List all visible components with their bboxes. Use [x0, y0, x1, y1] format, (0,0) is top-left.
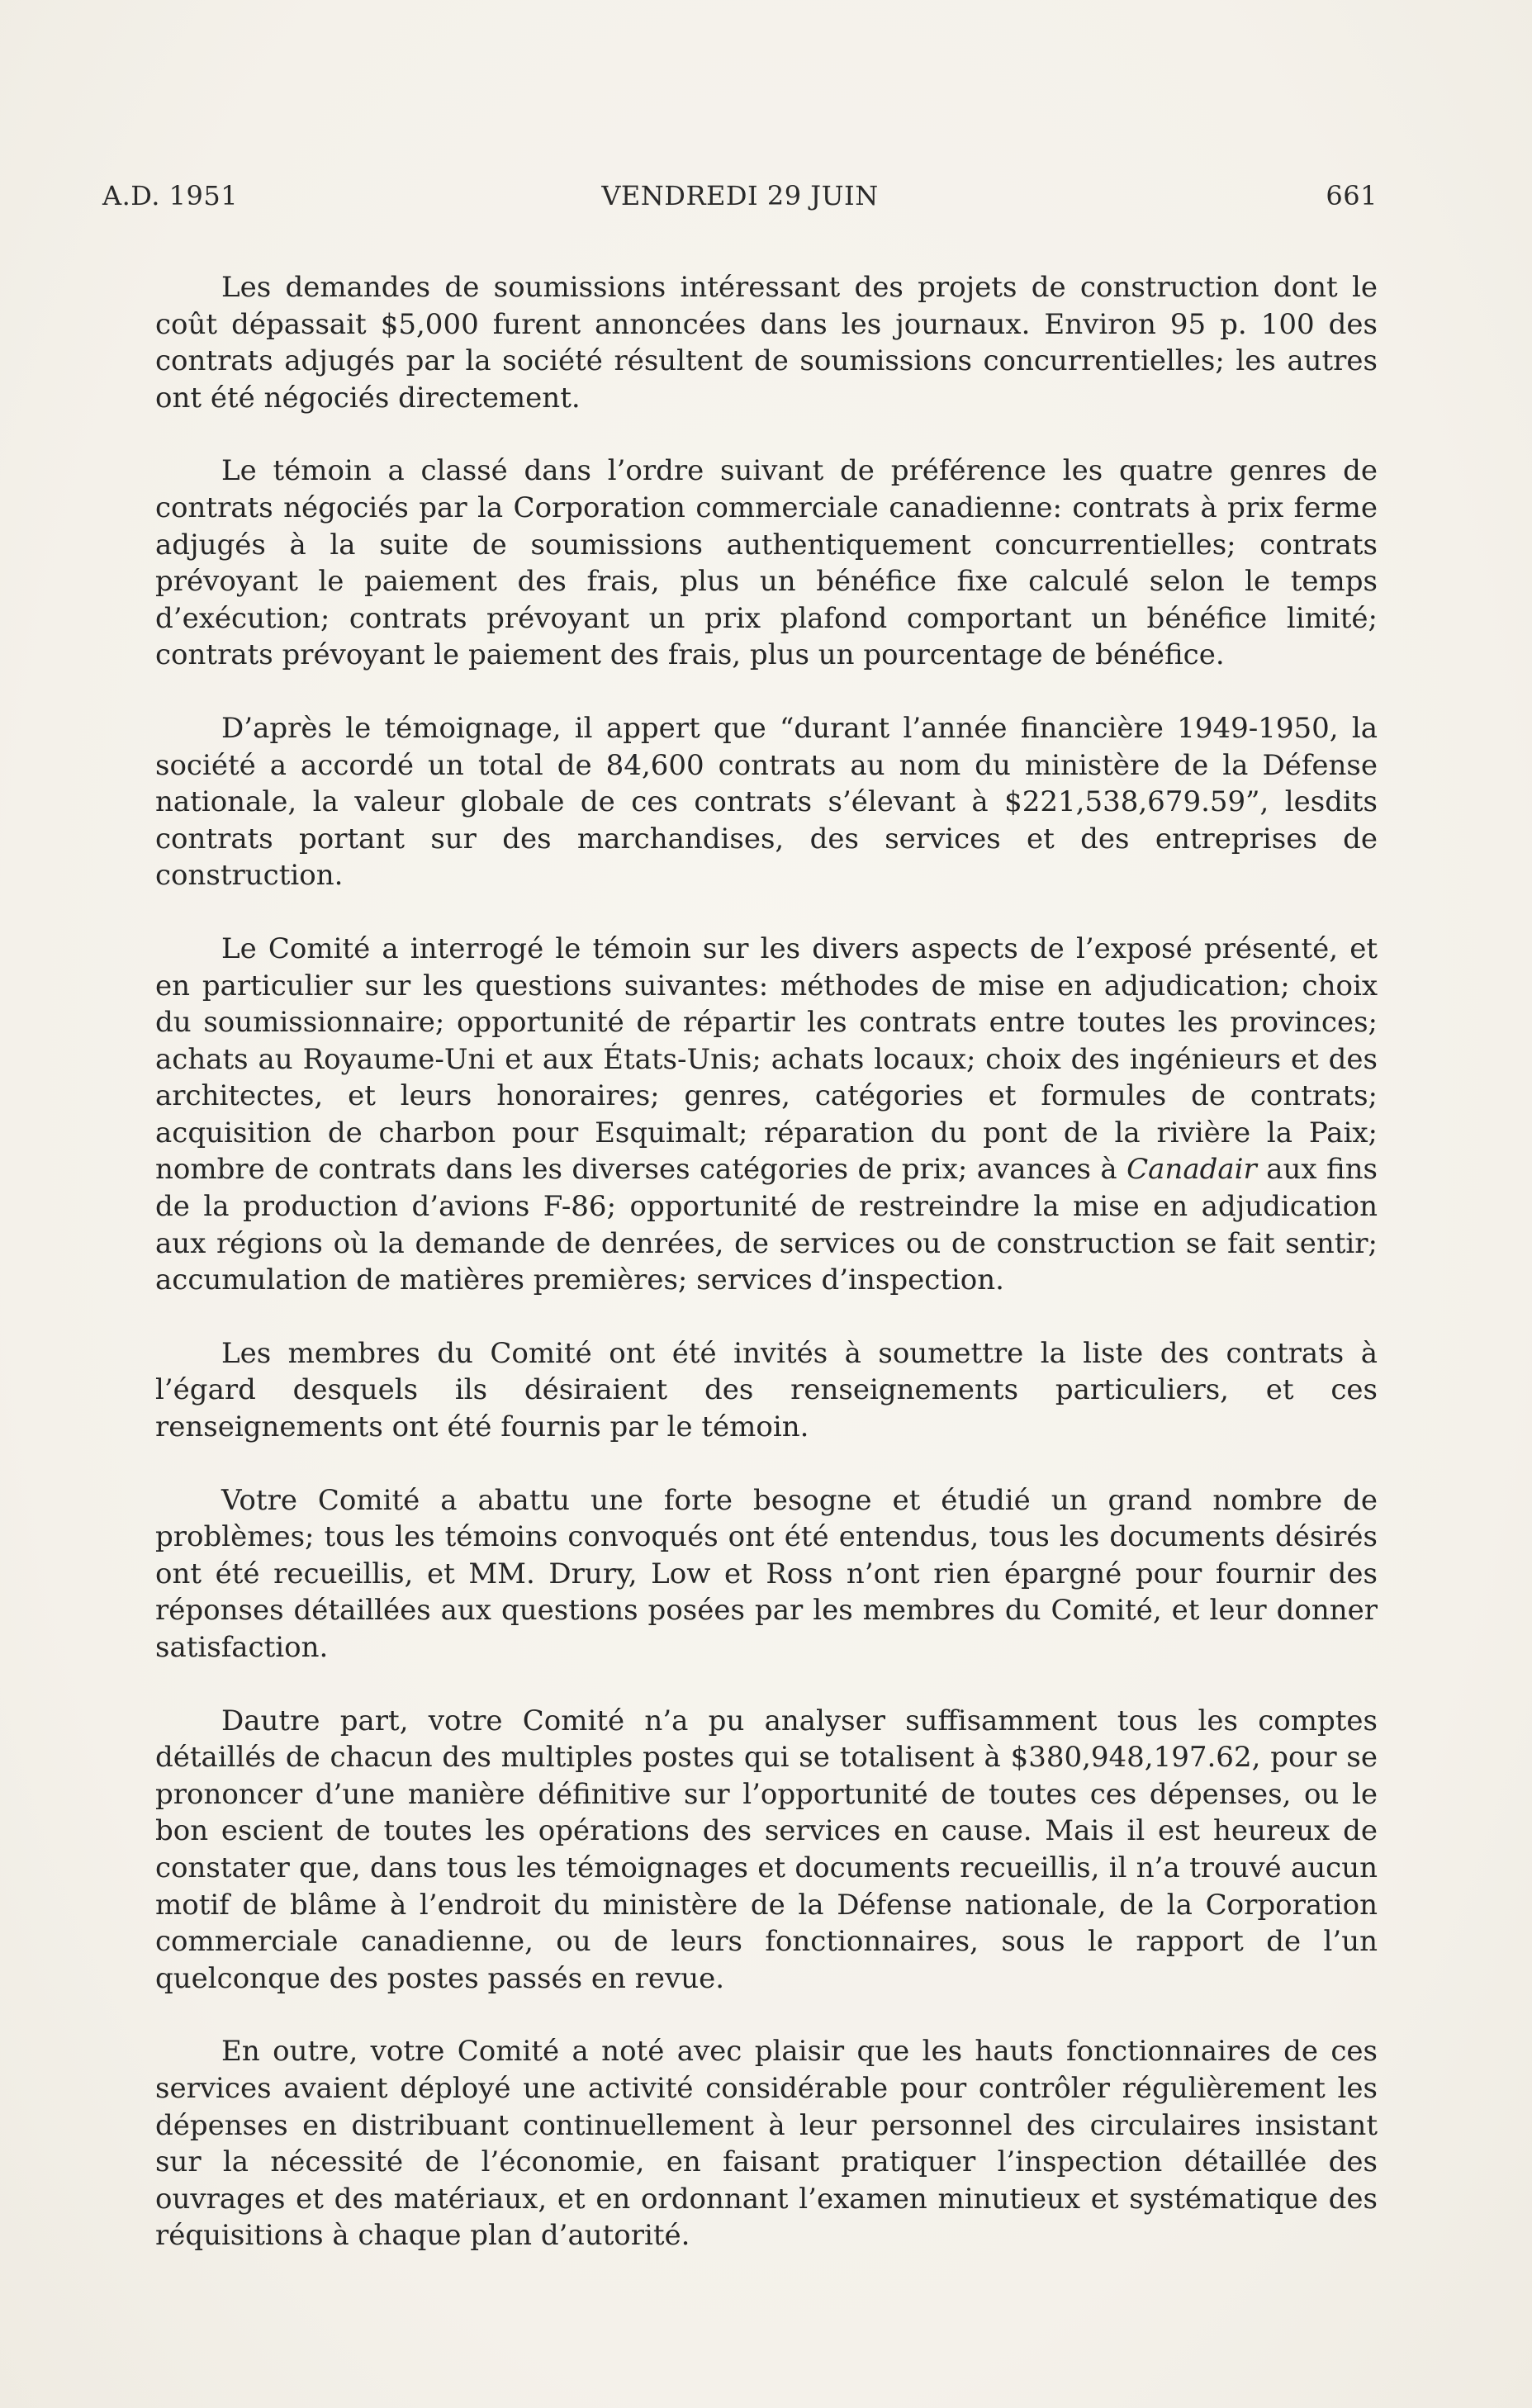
- paragraph-tender-calls: Les demandes de soumissions intéressant des projets de construction dont le coût dépassait $5,000 furent annoncées dans les journaux. Environ 95 p. 100 des contrats adjugés par la société résultent de soumissions concurrentielles; les autres ont été négociés directement.: [155, 271, 1378, 415]
- paragraph-contract-types: Le témoin a classé dans l’ordre suivant de préférence les quatre genres de contrats négociés par la Corporation commerciale canadienne: contrats à prix ferme adjugés à la suite de soumissions authentiquement concurrentielles; contrats prévoyant le paiement des frais, plus un bénéfice fixe calculé selon le temps d’exécution; contrats prévoyant un prix plafond comportant un bénéfice limité; contrats prévoyant le paiement des frais, plus un pourcentage de bénéfice.: [155, 454, 1378, 672]
- paragraph-analysis-limits: Dautre part, votre Comité n’a pu analyser suffisamment tous les comptes détaillés de chacun des multiples postes qui se totalisent à $380,948,197.62, pour se prononcer d’une manière définitive sur l’opportunité de toutes ces dépenses, ou le bon escient de toutes les opérations des services en cause. Mais il est heureux de constater que, dans tous les témoignages et documents recueillis, il n’a trouvé aucun motif de blâme à l’endroit du ministère de la Défense nationale, de la Corporation commerciale canadienne, ou de leurs fonctionnaires, sous le rapport de l’un quelconque des postes passés en revue.: [155, 1704, 1378, 1995]
- canadair-italic: Canadair: [1126, 1153, 1257, 1187]
- paragraph-cost-control: En outre, votre Comité a noté avec plaisir que les hauts fonctionnaires de ces services avaient déployé une activité considérable pour contrôler régulièrement les dépenses en distribuant continuellement à leur personnel des circulaires insistant sur la nécessité de l’économie, en faisant pratiquer l’inspection détaillée des ouvrages et des matériaux, et en ordonnant l’examen minutieux et systématique des réquisitions à chaque plan d’autorité.: [155, 2035, 1378, 2253]
- paragraph-committee-questions: [155, 931, 1378, 1299]
- page-number: 661: [1326, 180, 1378, 211]
- paragraph-committee-questions-part-1: Le Comité a interrogé le témoin sur les divers aspects de l’exposé présenté, et en particulier sur les questions suivantes: méthodes de mise en adjudication; choix du soumissionnaire; opportunité de répartir les contrats entre toutes les provinces; achats au Royaume-Uni et aux États-Unis; achats locaux; choix des ingénieurs et des architectes, et leurs honoraires; genres, catégories et formules de contrats; acquisition de charbon pour Esquimalt; réparation du pont de la rivière la Paix; nombre de contrats dans les diverses catégories de prix; avances à: [155, 931, 1378, 1187]
- paragraph-member-requests: Les membres du Comité ont été invités à soumettre la liste des contrats à l’égard desquels ils désiraient des renseignements particuliers, et ces renseignements ont été fournis par le témoin.: [155, 1336, 1378, 1444]
- body-text: [155, 269, 1378, 2254]
- paragraph-committee-questions-part-2: aux fins de la production d’avions F-86; opportunité de restreindre la mise en adjudication aux régions où la demande de denrées, de services ou de construction se fait sentir; accumulation de matières premières; services d’inspection.: [155, 1153, 1378, 1297]
- paragraph-committee-work: Votre Comité a abattu une forte besogne et étudié un grand nombre de problèmes; tous les témoins convoqués ont été entendus, tous les documents désirés ont été recueillis, et MM. Drury, Low et Ross n’ont rien épargné pour fournir des réponses détaillées aux questions posées par les membres du Comité, et leur donner satisfaction.: [155, 1483, 1378, 1664]
- page-header: [102, 180, 1378, 226]
- header-date: VENDREDI 29 JUIN: [601, 180, 879, 211]
- header-year: A.D. 1951: [102, 180, 239, 211]
- paragraph-testimony-totals: D’après le témoignage, il appert que “durant l’année financière 1949-1950, la société a accordé un total de 84,600 contrats au nom du ministère de la Défense nationale, la valeur globale de ces contrats s’élevant à $221,538,679.59”, lesdits contrats portant sur des marchandises, des services et des entreprises de construction.: [155, 711, 1378, 893]
